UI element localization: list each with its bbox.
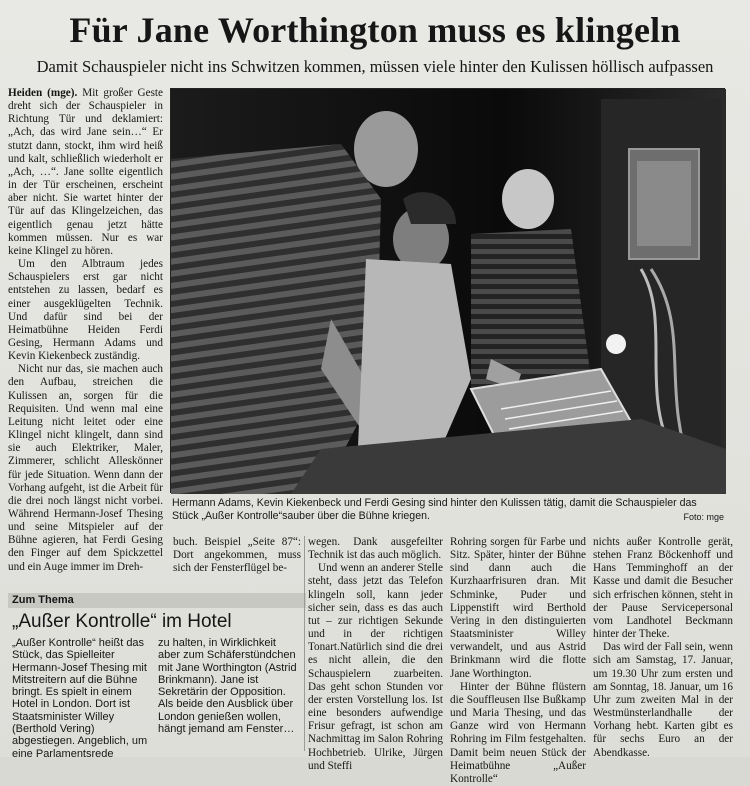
- dateline: Heiden (mge).: [8, 87, 78, 99]
- paragraph: Das wird der Fall sein, wenn sich am Samstag, 17. Januar, um 19.30 Uhr zum ersten und am Sonntag, 18. Januar, um 16 Uhr zum zweiten Mal in der Westmünsterlandhalle der Vorhang hebt. Karten gibt es für sechs Euro an der Abendkasse.: [593, 641, 733, 759]
- paragraph: Hinter der Bühne flüstern die Souffleusen Ilse Bußkamp und Maria Thesing, und das Ganze wird von Hermann Rohring im Film festgehalten. Damit beim neuen Stück der Heimatbühne „Außer Kontrolle“: [450, 680, 586, 785]
- paragraph: Nicht nur das, sie machen auch den Aufbau, streichen die Kulissen an, sorgen für die Requisiten. Und wenn mal eine Leitung nicht leitet oder eine Klingel nicht klingelt, dann sind sie auch Elektriker, Maler, Zimmerer, schlicht Alleskönner für jede Situation. Wenn dann der Vorhang aufgeht, ist die Arbeit für die drei noch längst nicht vorbei. Während Hermann-Josef Thesing und seine Mitspieler auf der Bühne agieren, hat Ferdi Gesing den Finger auf dem Spickzettel und ein Auge immer im Dreh-: [8, 363, 163, 573]
- info-box-column-left: „Außer Kontrolle“ heißt das Stück, das Spielleiter Hermann-Josef Thesing mit Mitstreitern auf die Bühne bringt. Es spielt in einem Hotel in London. Dort ist Staatsminister Willey (Berthold Vering) abgestiegen. Angeblich, um eine Parlamentsrede: [12, 637, 148, 760]
- article-column-1: [8, 87, 163, 574]
- info-box-column-right: zu halten, in Wirklichkeit aber zum Schäferstündchen mit Jane Worthington (Astrid Brinkmann). Jane ist Sekretärin der Opposition. Als beide den Ausblick über London genießen wollen, hängt jemand am Fenster…: [158, 637, 297, 736]
- info-box-label: Zum Thema: [12, 594, 74, 606]
- paragraph: Um den Albtraum jedes Schauspielers erst gar nicht entstehen zu lassen, bedarf es einer ausgeklügelten Technik. Und dafür sind bei der Heimatbühne Heiden Ferdi Gesing, Hermann Adams und Kevin Kiekenbeck zuständig.: [8, 258, 163, 363]
- paragraph: Rohring sorgen für Farbe und Sitz. Später, hinter der Bühne sind dann auch die Kurzhaarfrisuren dran. Mit Schminke, Puder und Lippenstift wird Berthold Vering in den distinguierten Staatsminister Willey verwandelt, und aus Astrid Brinkmann wird die flotte Jane Worthington.: [450, 536, 586, 680]
- paragraph: Und wenn an anderer Stelle steht, dass jetzt das Telefon klingeln soll, kann jeder sicher sein, dass es das auch tut – zur richtigen Sekunde und in der richtigen Tonart.Natürlich sind die drei es nicht allein, die den Schauspielern zuarbeiten. Das geht schon Stunden vor der ersten Vorstellung los. Ist eine besonders aufwendige Frisur gefragt, ist schon am Nachmittag im Salon Rohring Hochbetrieb. Ulrike, Jürgen und Steffi: [308, 562, 443, 772]
- photo-illustration: [171, 89, 726, 494]
- article-column-2: [173, 536, 301, 575]
- photo-caption: Hermann Adams, Kevin Kiekenbeck und Ferdi Gesing sind hinter den Kulissen tätig, damit die Schauspieler das Stück „Außer Kontrolle“sauber über die Bühne kriegen.: [172, 497, 697, 522]
- article-column-5: [593, 536, 733, 760]
- info-box-title: „Außer Kontrolle“ im Hotel: [12, 611, 232, 632]
- column-divider: [304, 536, 305, 751]
- paragraph: buch. Beispiel „Seite 87“: Dort angekommen, muss sich der Fensterflügel be-: [173, 536, 301, 575]
- subheadline: Damit Schauspieler nicht ins Schwitzen kommen, müssen viele hinter den Kulissen höllisch aufpassen: [36, 57, 714, 76]
- paragraph: wegen. Dank ausgefeilter Technik ist das auch möglich.: [308, 536, 443, 562]
- article-photo: [170, 88, 725, 493]
- article-column-3: [308, 536, 443, 773]
- paragraph-text: Mit großer Geste dreht sich der Schauspieler in Richtung Tür und deklamiert: „Ach, das wird Jane sein…“ Er stutzt dann, stockt, ihm wird heiß und kalt, schließlich wiederholt er „Ach, …“. Jane sollte eigentlich in der Tür erscheinen, erscheint aber nicht. Sie wartet hinter der Tür auf das Klingelzeichen, das eigentlich genau jetzt hätte kommen müssen. Nur es war keine Klingel zu hören.: [8, 87, 164, 257]
- photo-credit: Foto: mge: [683, 512, 724, 522]
- article-column-4: [450, 536, 586, 786]
- paragraph: [8, 87, 163, 258]
- paragraph: nichts außer Kontrolle gerät, stehen Franz Böckenhoff und Hans Temminghoff an der Kasse und damit die Besucher sich erfrischen können, steht in der Pause Servicepersonal vom Landhotel Beckmann hinter der Theke.: [593, 536, 733, 641]
- headline: Für Jane Worthington muss es klingeln: [69, 10, 681, 50]
